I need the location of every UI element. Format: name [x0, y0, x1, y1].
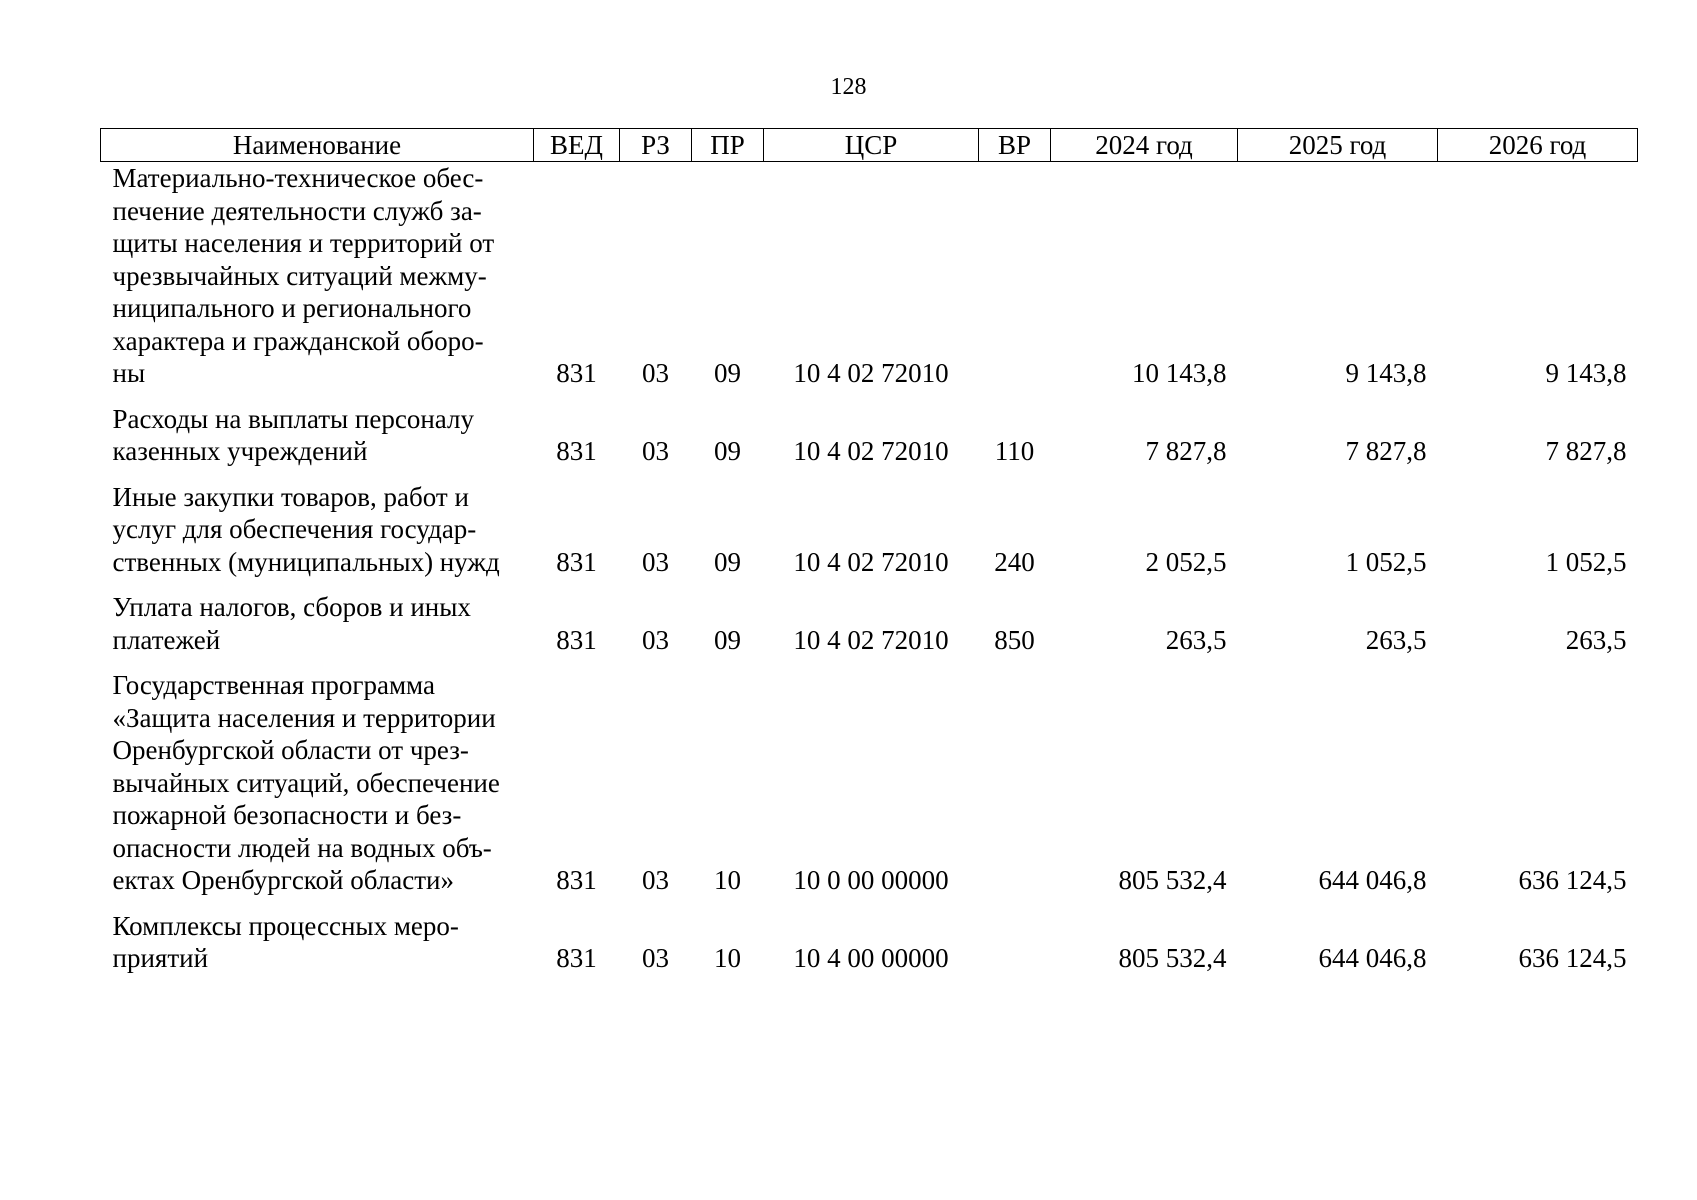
row-rz-cell: 03 — [642, 436, 669, 466]
row-2026-cell: 9 143,8 — [1545, 358, 1627, 388]
row-2025-cell: 644 046,8 — [1318, 865, 1427, 895]
table-row — [101, 656, 1638, 897]
page-number: 128 — [830, 74, 867, 100]
row-name-cell: Государственная программа «Защита населения и территории Оренбургской области от чрез- вычайных ситуаций, обеспечение пожарной безопасности и без- опасности людей на водных объ- ектах Оренбургской области» — [112, 670, 500, 895]
row-2026-cell: 7 827,8 — [1545, 436, 1627, 466]
row-2026-cell: 636 124,5 — [1518, 943, 1627, 973]
table-row — [101, 578, 1638, 656]
header-2024: 2024 год — [1051, 129, 1238, 162]
row-ved-cell: 831 — [556, 943, 597, 973]
row-2025-cell: 1 052,5 — [1345, 546, 1427, 577]
row-csr-cell: 10 0 00 00000 — [793, 865, 949, 895]
row-rz-cell: 03 — [642, 358, 669, 388]
row-pr-cell: 09 — [714, 436, 741, 466]
row-pr-cell: 10 — [714, 865, 741, 895]
row-name-cell: Комплексы процессных меро- приятий — [112, 910, 459, 973]
header-pr: ПР — [692, 129, 764, 162]
row-2024-cell: 10 143,8 — [1132, 358, 1227, 388]
row-name-cell: Материально-техническое обес- печение деятельности служб за- щиты населения и территорий от чрезвычайных ситуаций межму- ниципального и регионального характера и гражданской оборо- ны — [112, 163, 495, 388]
row-name-cell: Уплата налогов, сборов и иных платежей — [112, 592, 471, 655]
row-csr-cell: 10 4 02 72010 — [793, 358, 949, 388]
row-ved-cell: 831 — [556, 865, 597, 895]
row-2026-cell: 636 124,5 — [1518, 865, 1627, 895]
row-rz-cell: 03 — [642, 624, 669, 655]
row-ved-cell: 831 — [556, 436, 597, 466]
row-ved-cell: 831 — [556, 358, 597, 388]
row-ved-cell: 831 — [556, 546, 597, 577]
header-2026: 2026 год — [1438, 129, 1638, 162]
row-csr-cell: 10 4 00 00000 — [793, 943, 949, 973]
row-2024-cell: 263,5 — [1165, 624, 1227, 655]
header-name: Наименование — [101, 129, 534, 162]
row-2025-cell: 7 827,8 — [1345, 436, 1427, 466]
row-name-cell: Иные закупки товаров, работ и услуг для обеспечения государ- ственных (муниципальных) нужд — [112, 481, 500, 577]
row-vr-cell: 240 — [994, 546, 1035, 577]
row-csr-cell: 10 4 02 72010 — [793, 436, 949, 466]
row-csr-cell: 10 4 02 72010 — [793, 546, 949, 577]
row-pr-cell: 09 — [714, 546, 741, 577]
header-vr: ВР — [979, 129, 1051, 162]
table-row — [101, 390, 1638, 468]
row-2025-cell: 644 046,8 — [1318, 943, 1427, 973]
table-header-row — [101, 129, 1638, 162]
row-pr-cell: 09 — [714, 624, 741, 655]
row-ved-cell: 831 — [556, 624, 597, 655]
table-row — [101, 897, 1638, 975]
budget-table — [100, 128, 1638, 975]
row-pr-cell: 10 — [714, 943, 741, 973]
header-ved: ВЕД — [534, 129, 620, 162]
row-vr-cell: 850 — [994, 624, 1035, 655]
row-2026-cell: 1 052,5 — [1545, 546, 1627, 577]
table-row — [101, 162, 1638, 390]
row-vr-cell — [979, 656, 1051, 897]
table-row — [101, 468, 1638, 579]
row-rz-cell: 03 — [642, 943, 669, 973]
row-name-cell: Расходы на выплаты персоналу казенных учреждений — [112, 403, 474, 466]
row-vr-cell — [979, 897, 1051, 975]
header-csr: ЦСР — [764, 129, 979, 162]
row-2024-cell: 805 532,4 — [1118, 865, 1227, 895]
row-2024-cell: 805 532,4 — [1118, 943, 1227, 973]
row-vr-cell — [979, 162, 1051, 390]
row-2024-cell: 7 827,8 — [1145, 436, 1227, 466]
row-2026-cell: 263,5 — [1565, 624, 1627, 655]
row-pr-cell: 09 — [714, 358, 741, 388]
row-rz-cell: 03 — [642, 546, 669, 577]
row-2025-cell: 263,5 — [1365, 624, 1427, 655]
header-rz: РЗ — [620, 129, 692, 162]
row-csr-cell: 10 4 02 72010 — [793, 624, 949, 655]
row-2025-cell: 9 143,8 — [1345, 358, 1427, 388]
row-2024-cell: 2 052,5 — [1145, 546, 1227, 577]
row-vr-cell: 110 — [994, 436, 1035, 466]
row-rz-cell: 03 — [642, 865, 669, 895]
header-2025: 2025 год — [1238, 129, 1438, 162]
